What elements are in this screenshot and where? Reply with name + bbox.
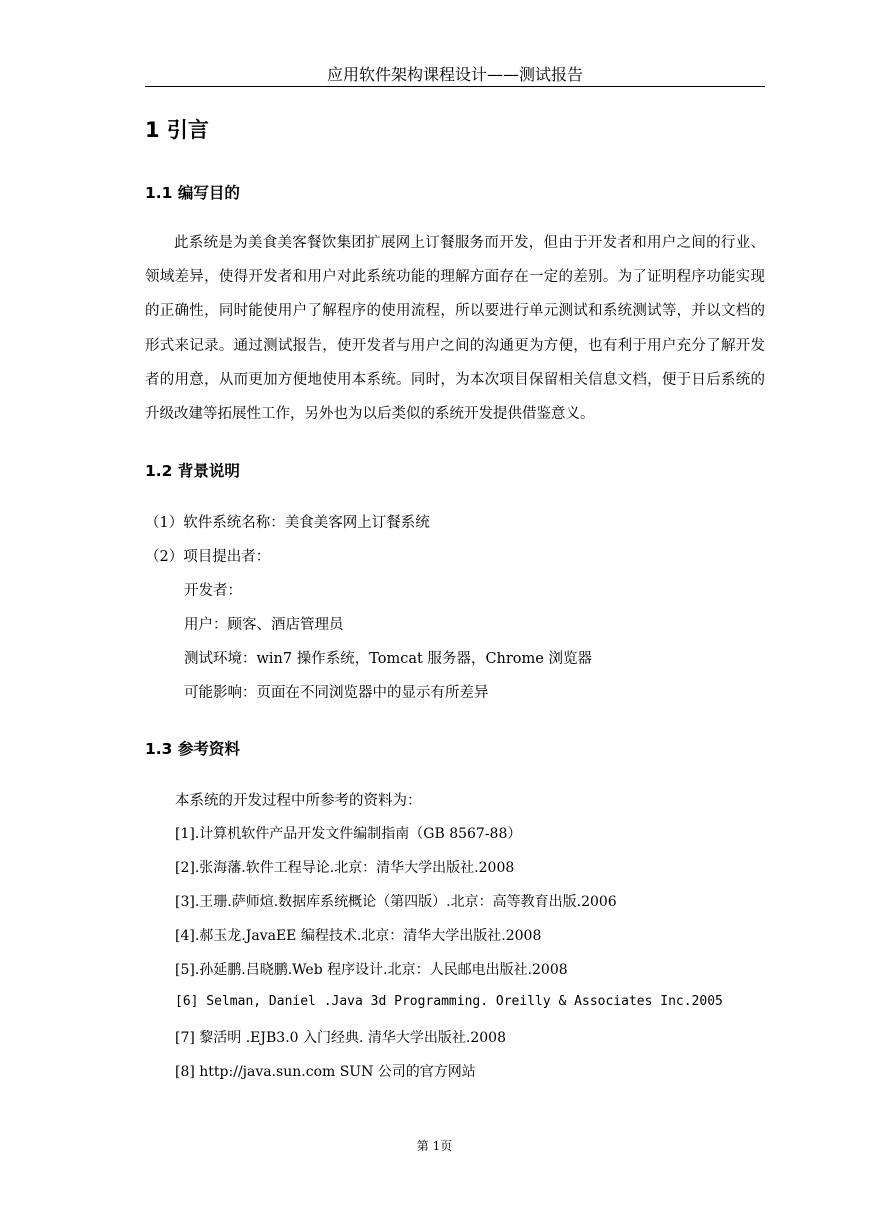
header-rule	[145, 86, 765, 87]
background-possible-impact: 可能影响：页面在不同浏览器中的显示有所差异	[184, 685, 489, 701]
background-item-system-name: （1）软件系统名称：美食美客网上订餐系统	[145, 515, 430, 531]
purpose-paragraph: 此系统是为美食美客餐饮集团扩展网上订餐服务而开发，但由于开发者和用户之间的行业、领域差异，使得开发者和用户对此系统功能的理解方面存在一定的差别。为了证明程序功能实现的正确性，同时能使用户了解程序的使用流程，所以要进行单元测试和系统测试等，并以文档的形式来记录。通过测试报告，使开发者与用户之间的沟通更为方便，也有利于用户充分了解开发者的用意，从而更加方便地使用本系统。同时，为本次项目保留相关信息文档，便于日后系统的升级改建等拓展性工作，另外也为以后类似的系统开发提供借鉴意义。	[145, 235, 765, 423]
background-test-environment: 测试环境：win7 操作系统，Tomcat 服务器，Chrome 浏览器	[184, 651, 592, 667]
section-heading-introduction: 1 引言	[145, 118, 209, 142]
background-item-proposer: （2）项目提出者：	[145, 549, 271, 565]
reference-item: [7] 黎活明 .EJB3.0 入门经典. 清华大学出版社.2008	[175, 1030, 506, 1046]
reference-item: [4].郝玉龙.JavaEE 编程技术.北京：清华大学出版社.2008	[175, 928, 542, 944]
reference-item: [1].计算机软件产品开发文件编制指南（GB 8567-88）	[175, 826, 522, 842]
reference-item: [6] Selman, Daniel .Java 3d Programming. Oreilly & Associates Inc.2005	[175, 994, 723, 1009]
reference-item: [5].孙延鹏.吕晓鹏.Web 程序设计.北京：人民邮电出版社.2008	[175, 962, 568, 978]
references-intro: 本系统的开发过程中所参考的资料为：	[175, 793, 422, 809]
subsection-heading-background: 1.2 背景说明	[145, 462, 240, 480]
subsection-heading-purpose: 1.1 编写目的	[145, 184, 240, 202]
reference-item: [3].王珊.萨师煊.数据库系统概论（第四版）.北京：高等教育出版.2006	[175, 894, 617, 910]
reference-item: [2].张海藩.软件工程导论.北京：清华大学出版社.2008	[175, 860, 515, 876]
background-developer: 开发者：	[184, 583, 242, 599]
page-header: 应用软件架构课程设计——测试报告	[326, 65, 583, 84]
page-number: 第 1页	[416, 1139, 453, 1153]
background-users: 用户：顾客、酒店管理员	[184, 617, 344, 633]
reference-item-url: [8] http://java.sun.com SUN 公司的官方网站	[175, 1064, 476, 1080]
subsection-heading-references: 1.3 参考资料	[145, 740, 240, 758]
